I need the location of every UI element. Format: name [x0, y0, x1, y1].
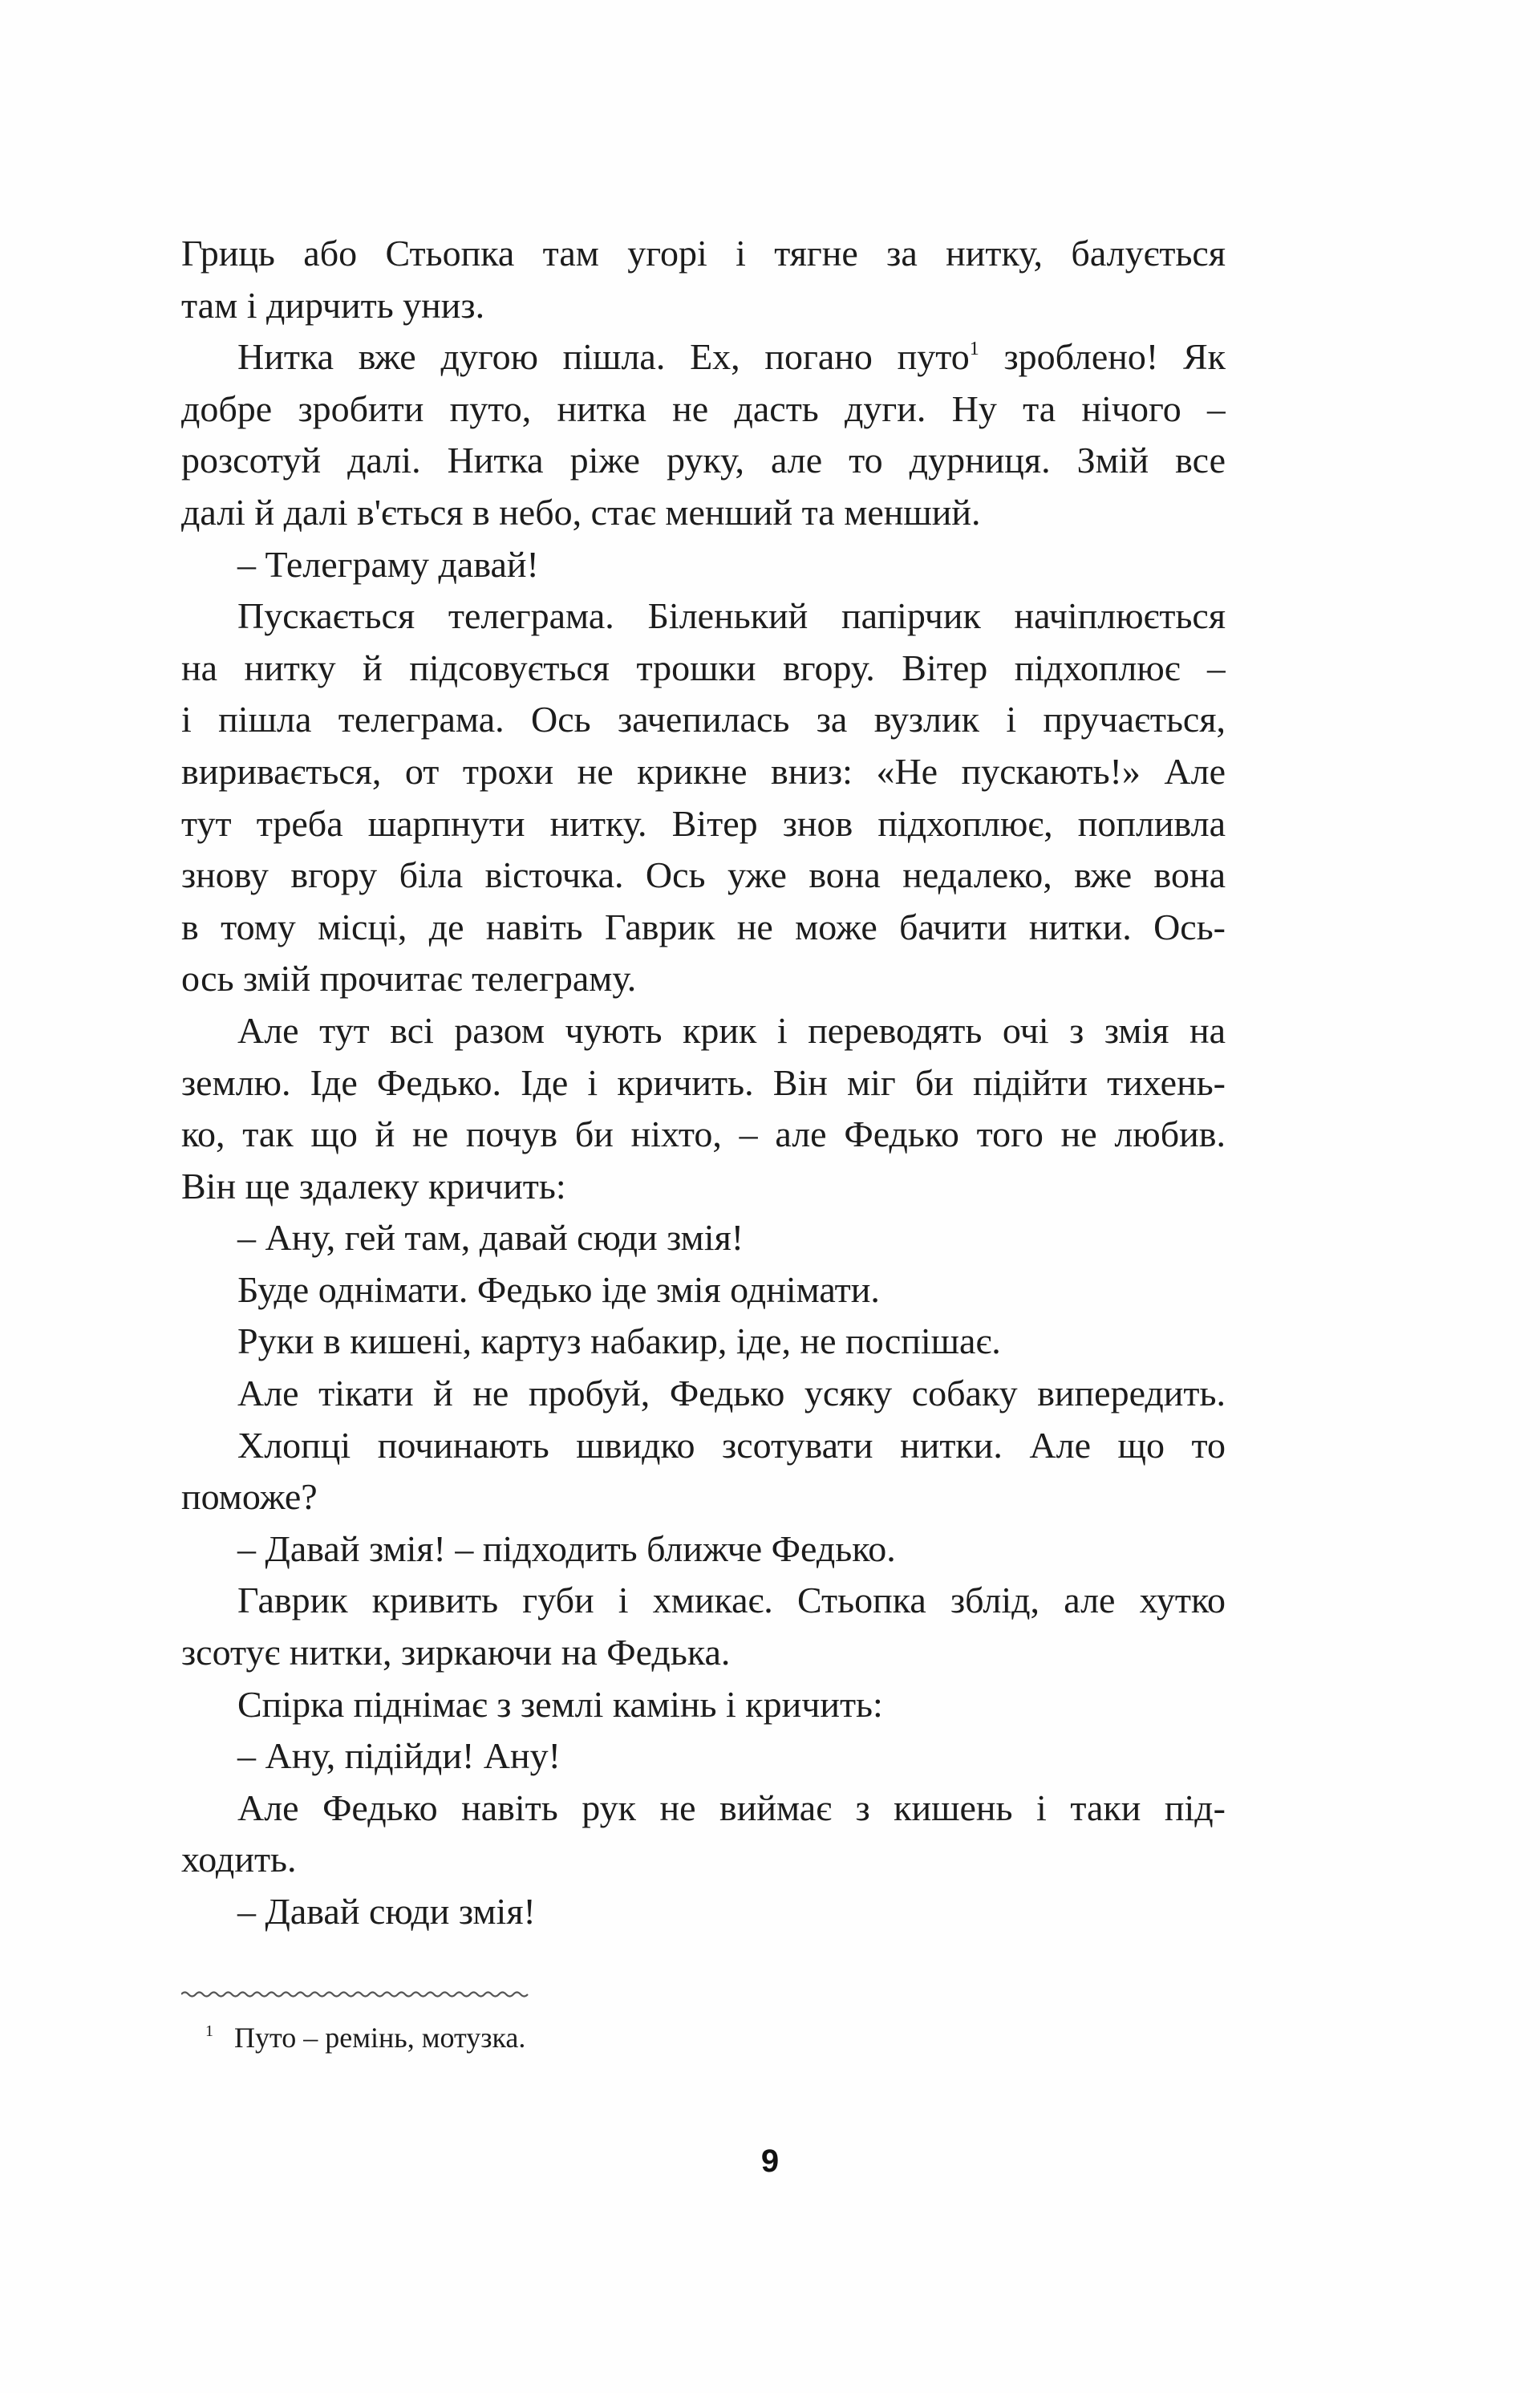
text-line: поможе? [181, 1476, 318, 1518]
text-line: – Телеграму давай! [237, 543, 539, 585]
text-line: тут треба шарпнути нитку. Вітер знов підхоплює, попливла [181, 802, 1226, 844]
text-line: Гриць або Стьопка там угорі і тягне за нитку, балується [181, 233, 1226, 274]
text-line: в тому місці, де навіть Гаврик не може бачити нитки. Ось- [181, 906, 1226, 947]
text-line: Руки в кишені, картуз набакир, іде, не поспішає. [237, 1320, 1001, 1362]
body-text [181, 228, 1226, 1938]
text-line: Спірка піднімає з землі камінь і кричить: [237, 1683, 883, 1725]
text-line: добре зробити путо, нитка не дасть дуги. Ну та нічого – [181, 387, 1226, 429]
footnote-text: Путо – ремінь, мотузка. [234, 2022, 526, 2054]
text-line: – Давай змія! – підходить ближче Федько. [237, 1527, 896, 1569]
text-line [181, 331, 1226, 383]
text-line: Пускається телеграма. Біленький папірчик начіплюється [237, 595, 1226, 637]
text-line: Але тут всі разом чують крик і переводять очі з змія на [237, 1009, 1226, 1051]
text-line: на нитку й підсовується трошки вгору. Вітер підхоплює – [181, 647, 1226, 688]
text-line: землю. Іде Федько. Іде і кричить. Він міг би підійти тихень- [181, 1061, 1226, 1103]
text-line: – Ану, підійди! Ану! [237, 1735, 561, 1777]
text-line: Буде однімати. Федько іде змія однімати. [237, 1268, 880, 1310]
text-line: зсотує нитки, зиркаючи на Федька. [181, 1632, 731, 1673]
text-line: знову вгору біла вісточка. Ось уже вона недалеко, вже вона [181, 854, 1226, 896]
text-line: ось змій прочитає телеграму. [181, 958, 637, 1000]
text-line: – Давай сюди змія! [237, 1891, 536, 1932]
text-line: і пішла телеграма. Ось зачепилась за вузлик і пручається, [181, 699, 1226, 740]
footnote-reference[interactable]: 1 [969, 339, 979, 360]
text-line: Хлопці починають швидко зсотувати нитки. Але що то [237, 1424, 1226, 1466]
text-line: Гаврик кривить губи і хмикає. Стьопка зблід, але хутко [237, 1580, 1226, 1621]
text-line: розсотуй далі. Нитка ріже руку, але то дурниця. Змій все [181, 440, 1226, 481]
text-line: виривається, от трохи не крикне вниз: «Не пускають!» Але [181, 750, 1226, 792]
text-line: ко, так що й не почув би ніхто, – але Федько того не любив. [181, 1113, 1226, 1155]
text-line: далі й далі в'ється в небо, стає менший та менший. [181, 491, 981, 533]
page-number: 9 [760, 2144, 780, 2179]
text-line: ходить. [181, 1839, 297, 1880]
text-line: – Ану, гей там, давай сюди змія! [237, 1217, 744, 1259]
text-line: Але Федько навіть рук не виймає з кишень і таки під- [237, 1787, 1226, 1828]
text-line: Він ще здалеку кричить: [181, 1165, 566, 1207]
text-line: там і дирчить униз. [181, 284, 485, 326]
text-fragment: зроблено! Як [979, 336, 1226, 378]
footnote-separator [181, 1988, 531, 2001]
text-line: Але тікати й не пробуй, Федько усяку собаку випередить. [237, 1373, 1226, 1414]
text-fragment: Нитка вже дугою пішла. Ех, погано путо [237, 336, 970, 378]
footnote: 1 Путо – ремінь, мотузка. [205, 2022, 526, 2054]
